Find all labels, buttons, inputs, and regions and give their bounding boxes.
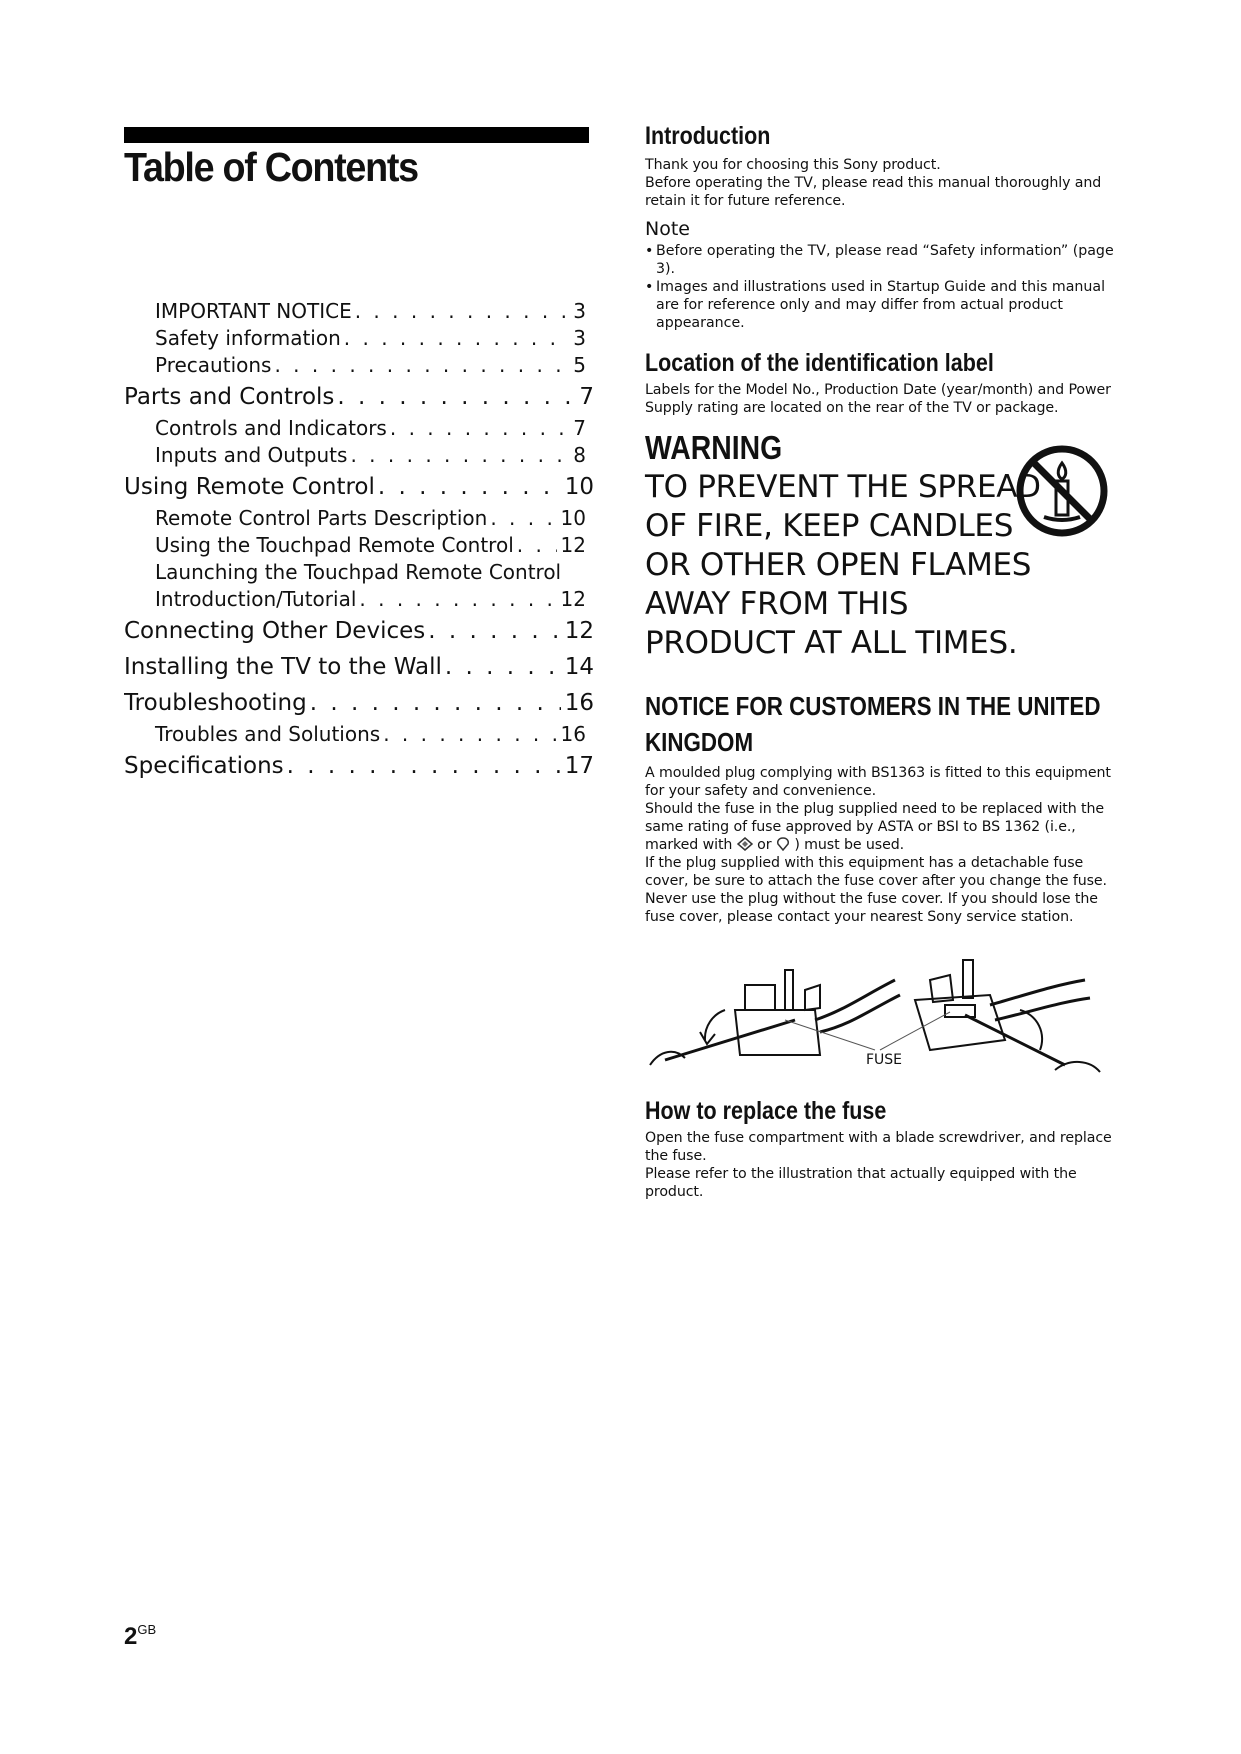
toc-entry-wrapped-line[interactable] bbox=[124, 559, 594, 586]
leader-dots bbox=[387, 415, 569, 442]
page-number bbox=[124, 1622, 156, 1651]
toc-entry[interactable] bbox=[124, 649, 594, 685]
introduction-heading: Introduction bbox=[645, 122, 771, 150]
intro-line-1: Thank you for choosing this Sony product. bbox=[645, 157, 941, 173]
uk-notice-paragraph-2 bbox=[645, 800, 1115, 854]
toc-entry-label: Parts and Controls bbox=[124, 384, 335, 410]
toc-entry-label: Controls and Indicators bbox=[155, 416, 387, 440]
toc-entry-page: 5 bbox=[573, 353, 586, 377]
toc-entry-label: Troubles and Solutions bbox=[155, 722, 381, 746]
toc-title: Table of Contents bbox=[124, 144, 418, 190]
leader-dots bbox=[356, 586, 556, 613]
leader-dots bbox=[380, 721, 556, 748]
toc-entry-label: Launching the Touchpad Remote Control bbox=[155, 560, 562, 584]
toc-entry-label: Using the Touchpad Remote Control bbox=[155, 533, 514, 557]
leader-dots bbox=[347, 442, 569, 469]
toc-entry-label: Troubleshooting bbox=[124, 690, 307, 716]
title-bar bbox=[124, 127, 589, 143]
toc-entry-label: Inputs and Outputs bbox=[155, 443, 348, 467]
asta-mark-icon bbox=[737, 837, 753, 851]
leader-dots bbox=[352, 298, 570, 325]
toc-entry[interactable] bbox=[124, 379, 594, 415]
uk-notice-paragraph-2a: Should the fuse in the plug supplied need to be replaced with the same rating of fuse approved by ASTA or BSI to BS 1362 (i.e., marked with bbox=[645, 801, 1105, 853]
toc-entry-page: 7 bbox=[573, 416, 586, 440]
fuse-label: FUSE bbox=[866, 1052, 903, 1068]
uk-notice-paragraph-1: A moulded plug complying with BS1363 is fitted to this equipment for your safety and convenience. bbox=[645, 765, 1111, 799]
intro-line-2: Before operating the TV, please read this manual thoroughly and retain it for future reference. bbox=[645, 175, 1102, 209]
warning-heading: WARNING bbox=[645, 429, 783, 466]
toc-entry-page: 16 bbox=[560, 722, 586, 746]
toc-entry[interactable] bbox=[124, 298, 586, 325]
fuse-replace-section bbox=[645, 1095, 1115, 1201]
toc-entry-page: 3 bbox=[573, 299, 586, 323]
leader-dots bbox=[514, 532, 557, 559]
toc-entry-page: 7 bbox=[579, 384, 594, 410]
leader-dots bbox=[425, 613, 560, 649]
fuse-replace-paragraph-1: Open the fuse compartment with a blade screwdriver, and replace the fuse. bbox=[645, 1130, 1112, 1164]
uk-notice-paragraph-3: If the plug supplied with this equipment has a detachable fuse cover, be sure to attach the fuse cover after you change the fuse. Never use the plug without the fuse cover. If you should lose the fuse cover, please contact your nearest Sony service station. bbox=[645, 855, 1107, 925]
toc-entry[interactable] bbox=[124, 685, 594, 721]
toc-entry-page: 3 bbox=[573, 326, 586, 350]
introduction-section bbox=[645, 120, 1115, 332]
note-item: • Before operating the TV, please read “Safety information” (page 3). bbox=[645, 242, 1115, 278]
toc-entry[interactable] bbox=[124, 325, 586, 352]
toc-entry-page: 10 bbox=[564, 474, 594, 500]
toc-entry-page: 12 bbox=[560, 587, 586, 611]
toc-entry[interactable] bbox=[124, 469, 594, 505]
uk-notice-section bbox=[645, 688, 1115, 926]
note-heading: Note bbox=[645, 218, 690, 240]
toc-entry-page: 14 bbox=[564, 654, 594, 680]
toc-entry[interactable] bbox=[124, 748, 594, 784]
toc-entry-label: Remote Control Parts Description bbox=[155, 506, 488, 530]
toc-entry[interactable] bbox=[124, 352, 586, 379]
uk-notice-paragraph-2c: ) must be used. bbox=[794, 837, 905, 853]
label-location-section bbox=[645, 347, 1115, 417]
page-number-suffix: GB bbox=[137, 1622, 157, 1637]
toc-entry[interactable] bbox=[124, 721, 586, 748]
toc-entry-label: Using Remote Control bbox=[124, 474, 375, 500]
toc-entry[interactable] bbox=[124, 532, 586, 559]
toc-entry[interactable] bbox=[124, 442, 586, 469]
toc-entry-label: Connecting Other Devices bbox=[124, 618, 426, 644]
note-list bbox=[645, 242, 1115, 332]
label-location-heading: Location of the identification label bbox=[645, 349, 994, 377]
leader-dots bbox=[334, 379, 575, 415]
leader-dots bbox=[307, 685, 561, 721]
toc-entry[interactable] bbox=[124, 586, 586, 613]
toc-entry-label: IMPORTANT NOTICE bbox=[155, 299, 352, 323]
leader-dots bbox=[375, 469, 561, 505]
leader-dots bbox=[271, 352, 569, 379]
no-candle-icon bbox=[1014, 443, 1110, 539]
toc-entry-label: Introduction/Tutorial bbox=[155, 587, 357, 611]
leader-dots bbox=[487, 505, 556, 532]
fuse-replace-heading: How to replace the fuse bbox=[645, 1097, 887, 1125]
toc-list bbox=[124, 298, 594, 784]
toc-entry-page: 12 bbox=[564, 618, 594, 644]
toc-entry-label: Precautions bbox=[155, 353, 272, 377]
fuse-replace-paragraph-2: Please refer to the illustration that actually equipped with the product. bbox=[645, 1166, 1077, 1200]
bsi-kitemark-icon bbox=[776, 837, 790, 851]
leader-dots bbox=[341, 325, 570, 352]
toc-entry-label: Installing the TV to the Wall bbox=[124, 654, 442, 680]
leader-dots bbox=[442, 649, 561, 685]
toc-entry-label: Safety information bbox=[155, 326, 341, 350]
toc-entry-page: 8 bbox=[573, 443, 586, 467]
toc-entry-label: Specifications bbox=[124, 753, 284, 779]
toc-entry[interactable] bbox=[124, 415, 586, 442]
uk-notice-heading-line2: KINGDOM bbox=[645, 727, 754, 757]
uk-notice-paragraph-2b: or bbox=[757, 837, 772, 853]
toc-entry[interactable] bbox=[124, 505, 586, 532]
label-location-text: Labels for the Model No., Production Date (year/month) and Power Supply rating are located on the rear of the TV or package. bbox=[645, 382, 1111, 416]
note-item: • Images and illustrations used in Startup Guide and this manual are for reference only and may differ from actual product appearance. bbox=[645, 278, 1115, 332]
warning-text: TO PREVENT THE SPREAD OF FIRE, KEEP CANDLES OR OTHER OPEN FLAMES AWAY FROM THIS PRODUCT AT ALL TIMES. bbox=[645, 469, 1041, 661]
page-number-value: 2 bbox=[124, 1623, 138, 1650]
toc-entry-page: 10 bbox=[560, 506, 586, 530]
toc-entry[interactable] bbox=[124, 613, 594, 649]
toc-entry-page: 16 bbox=[564, 690, 594, 716]
toc-entry-page: 12 bbox=[560, 533, 586, 557]
toc-entry-page: 17 bbox=[564, 753, 594, 779]
leader-dots bbox=[284, 748, 561, 784]
uk-notice-heading-line1: NOTICE FOR CUSTOMERS IN THE UNITED bbox=[645, 691, 1101, 721]
